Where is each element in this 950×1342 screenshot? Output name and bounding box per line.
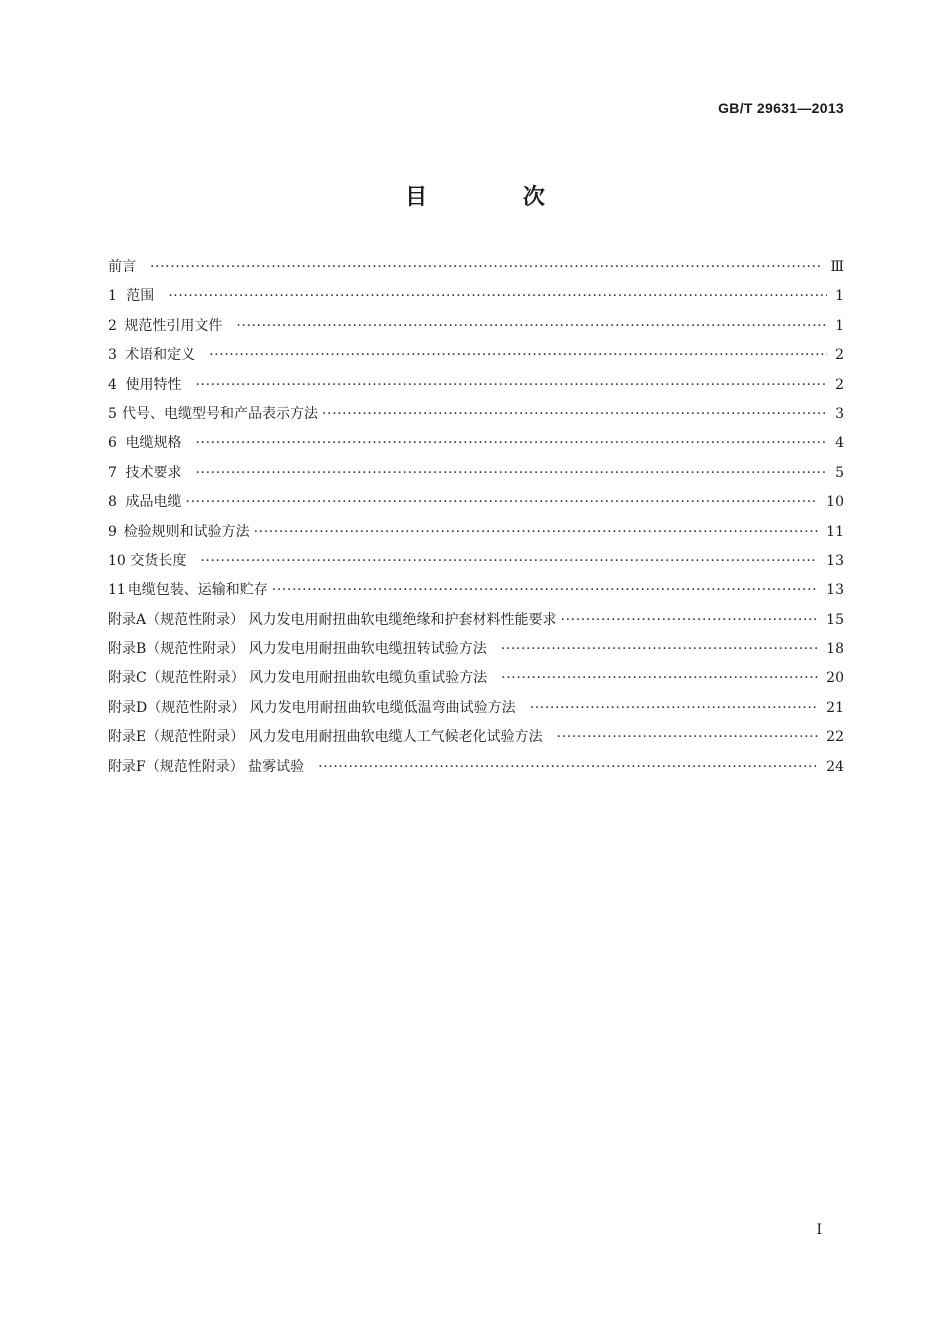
toc-entry-number: 6 xyxy=(108,435,117,452)
toc-entry-7[interactable] xyxy=(108,462,844,491)
toc-entry-number: 8 xyxy=(108,494,117,511)
toc-entry-page: 3 xyxy=(835,405,844,422)
toc-entry-number: 7 xyxy=(108,464,117,481)
toc-entry-label: 成品电缆 xyxy=(125,494,182,511)
toc-entry-page: 1 xyxy=(835,288,844,305)
toc-entry-page: 24 xyxy=(826,758,844,775)
toc-entry-label: 检验规则和试验方法 xyxy=(123,523,250,540)
toc-entry-3[interactable] xyxy=(108,344,844,373)
toc-entry-page: 2 xyxy=(835,347,844,364)
toc-entry-number: 5 xyxy=(108,405,117,422)
toc-entry-page: 18 xyxy=(826,641,844,658)
toc-entry-4[interactable] xyxy=(108,374,844,403)
toc-entry-page: 13 xyxy=(826,552,844,569)
toc-entry-5[interactable] xyxy=(108,403,844,432)
toc-leader xyxy=(254,524,819,540)
toc-entry-annex-b[interactable] xyxy=(108,638,844,667)
toc-entry-label: 电缆规格 xyxy=(125,435,182,452)
toc-entry-page: Ⅲ xyxy=(830,259,844,275)
toc-leader xyxy=(195,377,827,393)
toc-entry-label: 附录B（规范性附录） 风力发电用耐扭曲软电缆扭转试验方法 xyxy=(108,641,487,658)
toc-entry-number: 4 xyxy=(108,376,117,393)
toc-entry-annex-f[interactable] xyxy=(108,756,844,785)
toc-entry-1[interactable] xyxy=(108,285,844,314)
toc-entry-page: 2 xyxy=(835,376,844,393)
toc-entry-page: 20 xyxy=(826,670,844,687)
toc-entry-annex-e[interactable] xyxy=(108,726,844,755)
toc-entry-page: 4 xyxy=(835,435,844,452)
toc-leader xyxy=(530,700,818,716)
toc-leader xyxy=(195,435,827,451)
toc-entry-page: 22 xyxy=(826,729,844,746)
toc-leader xyxy=(186,494,819,510)
toc-entry-number: 10 xyxy=(108,552,126,569)
toc-entry-number: 9 xyxy=(108,523,117,540)
toc-entry-9[interactable] xyxy=(108,521,844,550)
toc-entry-label: 范围 xyxy=(126,288,155,305)
toc-entry-8[interactable] xyxy=(108,491,844,520)
toc-entry-page: 13 xyxy=(826,582,844,599)
toc-leader xyxy=(322,406,827,422)
toc-entry-label: 规范性引用文件 xyxy=(124,317,223,334)
toc-entry-label: 使用特性 xyxy=(125,376,182,393)
toc-entry-page: 15 xyxy=(826,611,844,628)
toc-entry-11[interactable] xyxy=(108,579,844,608)
toc-entry-10[interactable] xyxy=(108,550,844,579)
toc-entry-page: 5 xyxy=(835,464,844,481)
toc-entry-number: 3 xyxy=(108,347,117,364)
page-number: Ⅰ xyxy=(816,1222,822,1238)
toc-entry-label: 代号、电缆型号和产品表示方法 xyxy=(121,405,318,422)
toc-entry-page: 11 xyxy=(826,523,844,540)
toc-leader xyxy=(501,670,818,686)
toc-leader xyxy=(272,582,818,598)
toc-entry-6[interactable] xyxy=(108,432,844,461)
toc-leader xyxy=(150,259,822,275)
toc-entry-annex-d[interactable] xyxy=(108,697,844,726)
toc-entry-label: 技术要求 xyxy=(125,464,182,481)
toc-entry-label: 交货长度 xyxy=(130,552,187,569)
toc-entry-annex-a[interactable] xyxy=(108,609,844,638)
toc-entry-label: 附录A（规范性附录） 风力发电用耐扭曲软电缆绝缘和护套材料性能要求 xyxy=(108,611,557,628)
toc-entry-label: 附录F（规范性附录） 盐雾试验 xyxy=(108,758,305,775)
toc-entry-foreword[interactable] xyxy=(108,256,844,285)
toc-entry-label: 附录E（规范性附录） 风力发电用耐扭曲软电缆人工气候老化试验方法 xyxy=(108,729,543,746)
toc-entry-page: 1 xyxy=(835,317,844,334)
toc-entry-page: 10 xyxy=(826,494,844,511)
toc-leader xyxy=(318,759,818,775)
toc-entry-number: 11 xyxy=(108,582,126,599)
toc-entry-page: 21 xyxy=(826,699,844,716)
toc-entry-2[interactable] xyxy=(108,315,844,344)
toc-leader xyxy=(195,465,827,481)
toc-leader xyxy=(561,612,819,628)
toc-leader xyxy=(501,641,818,657)
toc-leader xyxy=(557,729,819,745)
toc-entry-number: 2 xyxy=(108,317,117,334)
standard-code: GB/T 29631—2013 xyxy=(718,100,844,116)
toc-title: 目 次 xyxy=(405,185,589,210)
toc-leader xyxy=(236,318,827,334)
toc-leader xyxy=(168,288,827,304)
toc-entry-number: 1 xyxy=(108,288,117,305)
toc-entry-label: 前言 xyxy=(108,259,136,275)
toc-leader xyxy=(209,347,827,363)
toc-entry-annex-c[interactable] xyxy=(108,667,844,696)
toc-list xyxy=(108,256,844,785)
toc-entry-label: 术语和定义 xyxy=(125,347,196,364)
toc-entry-label: 电缆包装、运输和贮存 xyxy=(127,582,268,599)
toc-leader xyxy=(200,553,818,569)
toc-entry-label: 附录C（规范性附录） 风力发电用耐扭曲软电缆负重试验方法 xyxy=(108,670,488,687)
toc-entry-label: 附录D（规范性附录） 风力发电用耐扭曲软电缆低温弯曲试验方法 xyxy=(108,699,516,716)
